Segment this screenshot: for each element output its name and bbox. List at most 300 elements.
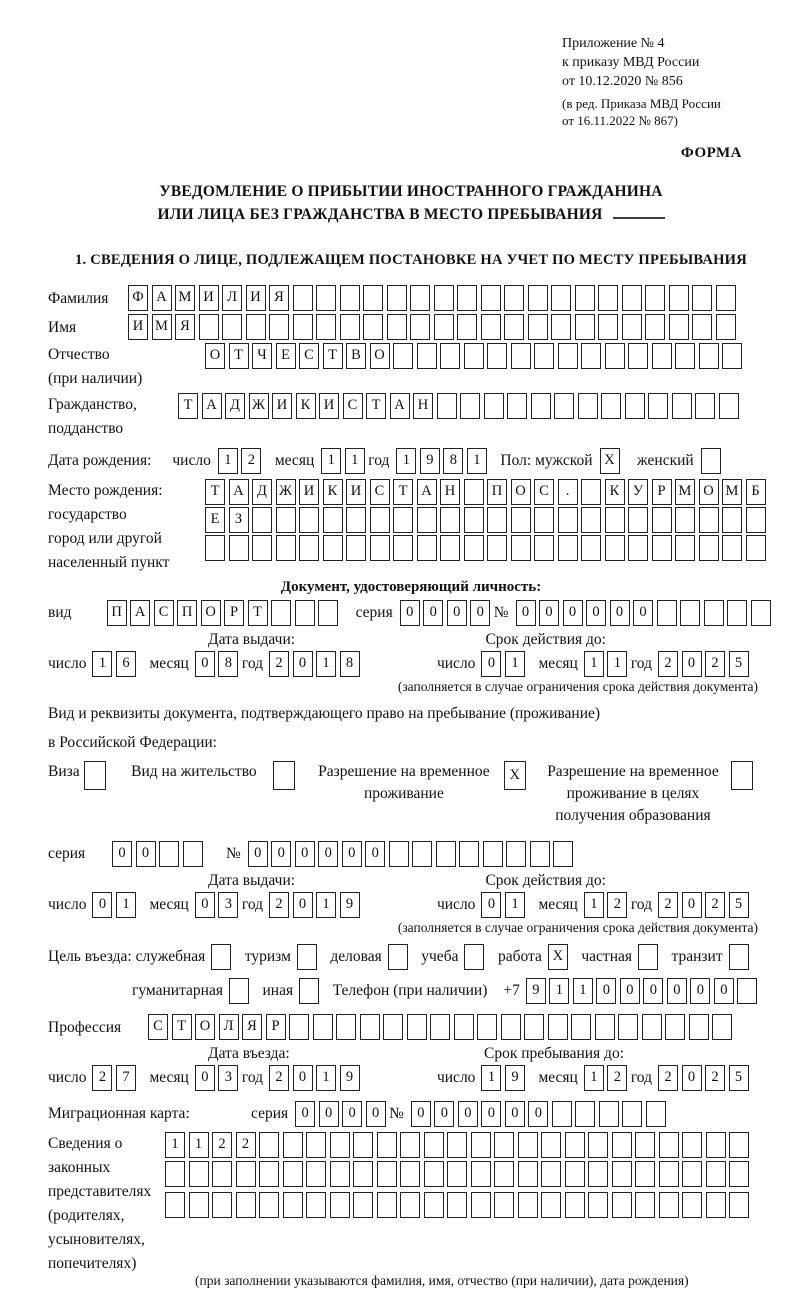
form-cell[interactable] [211, 944, 231, 970]
form-cell[interactable] [706, 1132, 726, 1158]
form-cell[interactable] [447, 1161, 467, 1187]
form-cell[interactable] [628, 535, 648, 561]
form-cell[interactable] [481, 314, 501, 340]
form-cell[interactable]: К [605, 479, 625, 505]
form-cell[interactable]: Т [178, 393, 198, 419]
form-cell[interactable]: 0 [293, 651, 313, 677]
form-cell[interactable] [353, 1132, 373, 1158]
form-cell[interactable] [675, 507, 695, 533]
form-cell[interactable] [400, 1161, 420, 1187]
form-cell[interactable]: И [199, 285, 219, 311]
form-cell[interactable] [205, 535, 225, 561]
form-cell[interactable] [507, 393, 527, 419]
form-cell[interactable] [575, 285, 595, 311]
form-cell[interactable] [199, 314, 219, 340]
form-cell[interactable] [323, 507, 343, 533]
form-cell[interactable]: Л [222, 285, 242, 311]
form-cell[interactable] [682, 1192, 702, 1218]
form-cell[interactable] [424, 1132, 444, 1158]
form-cell[interactable]: X [504, 761, 526, 790]
form-cell[interactable]: Я [175, 314, 195, 340]
form-cell[interactable] [581, 535, 601, 561]
form-cell[interactable] [464, 507, 484, 533]
form-cell[interactable] [229, 978, 249, 1004]
form-cell[interactable]: Ж [249, 393, 269, 419]
form-cell[interactable] [746, 507, 766, 533]
form-cell[interactable]: Р [224, 600, 244, 626]
form-cell[interactable] [400, 1192, 420, 1218]
form-cell[interactable] [346, 535, 366, 561]
form-cell[interactable]: 0 [620, 978, 640, 1004]
form-cell[interactable]: В [346, 343, 366, 369]
form-cell[interactable]: 8 [218, 651, 238, 677]
form-cell[interactable]: Т [248, 600, 268, 626]
form-cell[interactable] [393, 535, 413, 561]
form-cell[interactable]: 0 [481, 1101, 501, 1127]
form-cell[interactable] [183, 841, 203, 867]
form-cell[interactable] [751, 600, 771, 626]
form-cell[interactable] [554, 393, 574, 419]
form-cell[interactable]: 1 [116, 892, 136, 918]
form-cell[interactable] [541, 1132, 561, 1158]
form-cell[interactable] [189, 1192, 209, 1218]
form-cell[interactable] [363, 285, 383, 311]
form-cell[interactable] [716, 285, 736, 311]
form-cell[interactable] [605, 507, 625, 533]
form-cell[interactable] [306, 1132, 326, 1158]
form-cell[interactable] [259, 1161, 279, 1187]
form-cell[interactable]: 0 [423, 600, 443, 626]
form-cell[interactable] [565, 1132, 585, 1158]
form-cell[interactable] [531, 393, 551, 419]
form-cell[interactable] [659, 1132, 679, 1158]
form-cell[interactable]: С [370, 479, 390, 505]
form-cell[interactable] [558, 343, 578, 369]
form-cell[interactable] [434, 285, 454, 311]
form-cell[interactable]: 0 [365, 841, 385, 867]
form-cell[interactable]: М [175, 285, 195, 311]
form-cell[interactable] [336, 1014, 356, 1040]
form-cell[interactable]: 0 [667, 978, 687, 1004]
form-cell[interactable]: 1 [316, 1065, 336, 1091]
form-cell[interactable] [729, 1132, 749, 1158]
form-cell[interactable] [363, 314, 383, 340]
form-cell[interactable] [682, 1161, 702, 1187]
form-cell[interactable]: 9 [340, 892, 360, 918]
form-cell[interactable]: 1 [92, 651, 112, 677]
form-cell[interactable] [299, 507, 319, 533]
form-cell[interactable] [518, 1161, 538, 1187]
form-cell[interactable] [571, 1014, 591, 1040]
form-cell[interactable]: 0 [682, 892, 702, 918]
form-cell[interactable] [464, 944, 484, 970]
form-cell[interactable] [393, 507, 413, 533]
form-cell[interactable] [434, 314, 454, 340]
form-cell[interactable] [712, 1014, 732, 1040]
form-cell[interactable] [283, 1132, 303, 1158]
form-cell[interactable] [212, 1161, 232, 1187]
form-cell[interactable]: 0 [539, 600, 559, 626]
form-cell[interactable]: 0 [470, 600, 490, 626]
form-cell[interactable] [731, 761, 753, 790]
form-cell[interactable] [457, 285, 477, 311]
form-cell[interactable]: 1 [316, 651, 336, 677]
form-cell[interactable]: Т [229, 343, 249, 369]
form-cell[interactable] [646, 1101, 666, 1127]
form-cell[interactable] [669, 314, 689, 340]
form-cell[interactable] [447, 1192, 467, 1218]
form-cell[interactable] [346, 507, 366, 533]
form-cell[interactable] [504, 285, 524, 311]
form-cell[interactable] [440, 535, 460, 561]
form-cell[interactable]: 9 [505, 1065, 525, 1091]
form-cell[interactable]: О [205, 343, 225, 369]
form-cell[interactable]: Д [252, 479, 272, 505]
form-cell[interactable]: С [299, 343, 319, 369]
form-cell[interactable]: 3 [218, 892, 238, 918]
form-cell[interactable]: 0 [682, 651, 702, 677]
form-cell[interactable]: Н [440, 479, 460, 505]
form-cell[interactable] [601, 393, 621, 419]
form-cell[interactable] [481, 285, 501, 311]
form-cell[interactable]: Л [219, 1014, 239, 1040]
form-cell[interactable]: 1 [467, 448, 487, 474]
form-cell[interactable]: 0 [690, 978, 710, 1004]
form-cell[interactable] [701, 448, 721, 474]
form-cell[interactable] [722, 535, 742, 561]
form-cell[interactable]: 0 [481, 892, 501, 918]
form-cell[interactable] [528, 285, 548, 311]
form-cell[interactable] [612, 1161, 632, 1187]
form-cell[interactable] [675, 343, 695, 369]
form-cell[interactable]: Е [205, 507, 225, 533]
form-cell[interactable]: 2 [705, 651, 725, 677]
form-cell[interactable] [729, 944, 749, 970]
form-cell[interactable]: 1 [218, 448, 238, 474]
form-cell[interactable] [699, 535, 719, 561]
form-cell[interactable]: 1 [505, 651, 525, 677]
form-cell[interactable]: Р [266, 1014, 286, 1040]
form-cell[interactable]: 0 [318, 841, 338, 867]
form-cell[interactable]: И [272, 393, 292, 419]
form-cell[interactable] [622, 314, 642, 340]
form-cell[interactable]: 1 [573, 978, 593, 1004]
form-cell[interactable] [558, 507, 578, 533]
form-cell[interactable] [383, 1014, 403, 1040]
form-cell[interactable]: У [628, 479, 648, 505]
form-cell[interactable] [283, 1192, 303, 1218]
form-cell[interactable]: 0 [92, 892, 112, 918]
form-cell[interactable] [581, 343, 601, 369]
form-cell[interactable] [672, 393, 692, 419]
form-cell[interactable] [318, 600, 338, 626]
form-cell[interactable] [553, 841, 573, 867]
form-cell[interactable]: 2 [607, 892, 627, 918]
form-cell[interactable]: 2 [92, 1065, 112, 1091]
form-cell[interactable]: 6 [116, 651, 136, 677]
form-cell[interactable] [605, 343, 625, 369]
form-cell[interactable] [377, 1132, 397, 1158]
form-cell[interactable]: 2 [658, 1065, 678, 1091]
form-cell[interactable]: 0 [714, 978, 734, 1004]
form-cell[interactable]: 0 [458, 1101, 478, 1127]
form-cell[interactable]: С [534, 479, 554, 505]
form-cell[interactable]: И [346, 479, 366, 505]
form-cell[interactable] [330, 1192, 350, 1218]
form-cell[interactable] [746, 535, 766, 561]
form-cell[interactable]: 0 [505, 1101, 525, 1127]
form-cell[interactable]: 0 [643, 978, 663, 1004]
form-cell[interactable]: 0 [271, 841, 291, 867]
form-cell[interactable] [353, 1192, 373, 1218]
form-cell[interactable]: А [202, 393, 222, 419]
form-cell[interactable]: А [390, 393, 410, 419]
form-cell[interactable] [271, 600, 291, 626]
form-cell[interactable] [293, 285, 313, 311]
form-cell[interactable] [424, 1192, 444, 1218]
form-cell[interactable] [729, 1161, 749, 1187]
form-cell[interactable] [471, 1132, 491, 1158]
form-cell[interactable] [487, 343, 507, 369]
form-cell[interactable] [588, 1192, 608, 1218]
form-cell[interactable] [622, 285, 642, 311]
form-cell[interactable]: 0 [610, 600, 630, 626]
form-cell[interactable] [330, 1161, 350, 1187]
form-cell[interactable] [494, 1132, 514, 1158]
form-cell[interactable] [471, 1161, 491, 1187]
form-cell[interactable] [689, 1014, 709, 1040]
form-cell[interactable]: К [296, 393, 316, 419]
form-cell[interactable] [638, 944, 658, 970]
form-cell[interactable] [541, 1161, 561, 1187]
form-cell[interactable] [506, 841, 526, 867]
form-cell[interactable]: 2 [236, 1132, 256, 1158]
form-cell[interactable] [628, 343, 648, 369]
form-cell[interactable] [622, 1101, 642, 1127]
form-cell[interactable]: 9 [340, 1065, 360, 1091]
form-cell[interactable] [534, 535, 554, 561]
form-cell[interactable] [581, 507, 601, 533]
form-cell[interactable]: М [152, 314, 172, 340]
form-cell[interactable] [454, 1014, 474, 1040]
form-cell[interactable]: 5 [729, 1065, 749, 1091]
form-cell[interactable] [252, 535, 272, 561]
form-cell[interactable]: 2 [658, 892, 678, 918]
form-cell[interactable] [387, 314, 407, 340]
form-cell[interactable] [645, 285, 665, 311]
form-cell[interactable] [229, 535, 249, 561]
form-cell[interactable] [299, 978, 319, 1004]
form-cell[interactable]: 2 [212, 1132, 232, 1158]
form-cell[interactable] [659, 1192, 679, 1218]
form-cell[interactable]: 0 [481, 651, 501, 677]
form-cell[interactable] [528, 314, 548, 340]
form-cell[interactable] [618, 1014, 638, 1040]
form-cell[interactable] [424, 1161, 444, 1187]
form-cell[interactable]: 1 [584, 651, 604, 677]
form-cell[interactable] [484, 393, 504, 419]
form-cell[interactable] [612, 1132, 632, 1158]
form-cell[interactable]: О [511, 479, 531, 505]
form-cell[interactable] [548, 1014, 568, 1040]
form-cell[interactable] [236, 1192, 256, 1218]
form-cell[interactable] [518, 1192, 538, 1218]
form-cell[interactable]: 8 [443, 448, 463, 474]
form-cell[interactable] [323, 535, 343, 561]
form-cell[interactable] [273, 761, 295, 790]
form-cell[interactable]: 1 [505, 892, 525, 918]
form-cell[interactable] [440, 507, 460, 533]
form-cell[interactable] [578, 393, 598, 419]
form-cell[interactable]: И [319, 393, 339, 419]
form-cell[interactable]: 1 [189, 1132, 209, 1158]
form-cell[interactable]: 0 [434, 1101, 454, 1127]
form-cell[interactable] [295, 600, 315, 626]
form-cell[interactable]: О [699, 479, 719, 505]
form-cell[interactable] [447, 1132, 467, 1158]
form-cell[interactable]: 2 [705, 1065, 725, 1091]
form-cell[interactable] [159, 841, 179, 867]
form-cell[interactable] [340, 285, 360, 311]
form-cell[interactable]: 0 [293, 1065, 313, 1091]
form-cell[interactable]: 0 [195, 892, 215, 918]
form-cell[interactable]: И [299, 479, 319, 505]
form-cell[interactable] [236, 1161, 256, 1187]
form-cell[interactable] [588, 1132, 608, 1158]
form-cell[interactable] [289, 1014, 309, 1040]
form-cell[interactable] [551, 314, 571, 340]
form-cell[interactable] [716, 314, 736, 340]
form-cell[interactable] [530, 841, 550, 867]
form-cell[interactable]: О [201, 600, 221, 626]
form-cell[interactable]: 0 [342, 841, 362, 867]
form-cell[interactable] [306, 1192, 326, 1218]
form-cell[interactable]: И [128, 314, 148, 340]
form-cell[interactable] [575, 1101, 595, 1127]
form-cell[interactable]: 2 [607, 1065, 627, 1091]
form-cell[interactable] [518, 1132, 538, 1158]
form-cell[interactable] [706, 1192, 726, 1218]
form-cell[interactable] [669, 285, 689, 311]
form-cell[interactable]: А [417, 479, 437, 505]
form-cell[interactable]: X [600, 448, 620, 474]
form-cell[interactable]: 0 [136, 841, 156, 867]
form-cell[interactable] [377, 1192, 397, 1218]
form-cell[interactable] [635, 1132, 655, 1158]
form-cell[interactable] [628, 507, 648, 533]
form-cell[interactable]: 1 [316, 892, 336, 918]
form-cell[interactable] [737, 978, 757, 1004]
form-cell[interactable]: 1 [396, 448, 416, 474]
form-cell[interactable]: X [548, 944, 568, 970]
form-cell[interactable]: 1 [584, 1065, 604, 1091]
form-cell[interactable] [417, 343, 437, 369]
form-cell[interactable] [464, 535, 484, 561]
form-cell[interactable]: О [370, 343, 390, 369]
form-cell[interactable]: П [487, 479, 507, 505]
form-cell[interactable] [642, 1014, 662, 1040]
form-cell[interactable] [524, 1014, 544, 1040]
form-cell[interactable] [340, 314, 360, 340]
form-cell[interactable] [306, 1161, 326, 1187]
form-cell[interactable] [504, 314, 524, 340]
form-cell[interactable] [675, 535, 695, 561]
form-cell[interactable] [635, 1192, 655, 1218]
form-cell[interactable]: М [722, 479, 742, 505]
form-cell[interactable]: Ф [128, 285, 148, 311]
form-cell[interactable] [259, 1192, 279, 1218]
form-cell[interactable] [393, 343, 413, 369]
form-cell[interactable] [388, 944, 408, 970]
form-cell[interactable]: Ч [252, 343, 272, 369]
form-cell[interactable] [552, 1101, 572, 1127]
form-cell[interactable] [84, 761, 106, 790]
form-cell[interactable]: 0 [112, 841, 132, 867]
form-cell[interactable] [387, 285, 407, 311]
form-cell[interactable]: 2 [658, 651, 678, 677]
form-cell[interactable] [440, 343, 460, 369]
form-cell[interactable] [645, 314, 665, 340]
form-cell[interactable]: 0 [366, 1101, 386, 1127]
form-cell[interactable]: 0 [400, 600, 420, 626]
form-cell[interactable] [534, 507, 554, 533]
form-cell[interactable] [581, 479, 601, 505]
form-cell[interactable]: 2 [241, 448, 261, 474]
form-cell[interactable] [297, 944, 317, 970]
form-cell[interactable]: 0 [195, 651, 215, 677]
form-cell[interactable]: Т [366, 393, 386, 419]
form-cell[interactable] [657, 600, 677, 626]
form-cell[interactable] [283, 1161, 303, 1187]
form-cell[interactable]: 7 [116, 1065, 136, 1091]
form-cell[interactable]: 0 [195, 1065, 215, 1091]
form-cell[interactable]: 9 [420, 448, 440, 474]
form-cell[interactable] [729, 1192, 749, 1218]
form-cell[interactable]: 1 [345, 448, 365, 474]
form-cell[interactable]: 0 [293, 892, 313, 918]
form-cell[interactable]: Я [269, 285, 289, 311]
form-cell[interactable] [313, 1014, 333, 1040]
form-cell[interactable] [269, 314, 289, 340]
form-cell[interactable]: 0 [682, 1065, 702, 1091]
form-cell[interactable] [635, 1161, 655, 1187]
form-cell[interactable] [360, 1014, 380, 1040]
form-cell[interactable]: 8 [340, 651, 360, 677]
form-cell[interactable] [370, 535, 390, 561]
form-cell[interactable] [511, 343, 531, 369]
form-cell[interactable] [293, 314, 313, 340]
form-cell[interactable] [699, 507, 719, 533]
form-cell[interactable] [259, 1132, 279, 1158]
form-cell[interactable] [652, 535, 672, 561]
form-cell[interactable] [595, 1014, 615, 1040]
form-cell[interactable] [212, 1192, 232, 1218]
form-cell[interactable] [722, 507, 742, 533]
form-cell[interactable] [276, 535, 296, 561]
form-cell[interactable] [501, 1014, 521, 1040]
form-cell[interactable] [598, 285, 618, 311]
form-cell[interactable]: 1 [165, 1132, 185, 1158]
form-cell[interactable]: 3 [218, 1065, 238, 1091]
form-cell[interactable]: П [177, 600, 197, 626]
form-cell[interactable] [410, 285, 430, 311]
form-cell[interactable] [648, 393, 668, 419]
form-cell[interactable] [652, 343, 672, 369]
form-cell[interactable] [605, 535, 625, 561]
form-cell[interactable] [625, 393, 645, 419]
form-cell[interactable]: Р [652, 479, 672, 505]
form-cell[interactable]: А [130, 600, 150, 626]
